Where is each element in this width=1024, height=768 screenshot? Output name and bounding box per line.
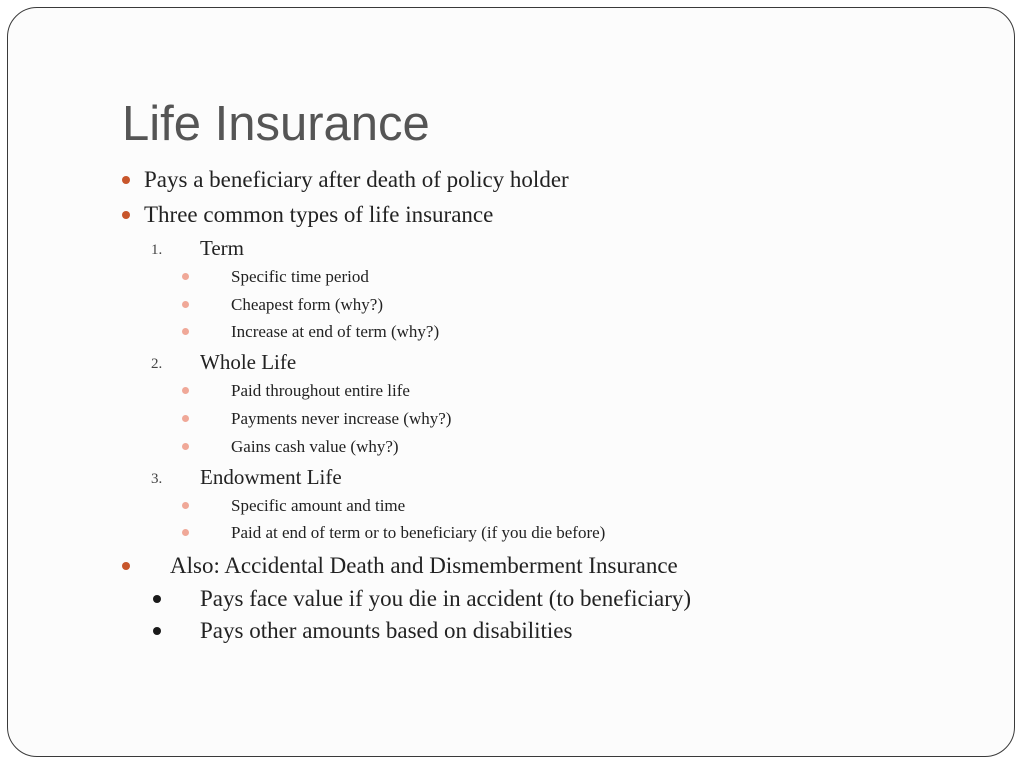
slide-title: Life Insurance — [122, 97, 430, 151]
list-item: Increase at end of term (why?) — [231, 322, 440, 341]
list-item: Cheapest form (why?) — [231, 295, 384, 314]
list-item: Pays face value if you die in accident (to beneficiary) — [200, 586, 692, 611]
slide-frame — [7, 7, 1015, 757]
list-item: Paid throughout entire life — [231, 381, 410, 400]
bullet-icon — [182, 301, 189, 308]
list-item: Gains cash value (why?) — [231, 437, 399, 456]
bullet-icon — [182, 273, 189, 280]
bullet-icon — [122, 211, 130, 219]
bullet-beneficiary: Pays a beneficiary after death of policy holder — [144, 167, 569, 192]
bullet-icon — [182, 387, 189, 394]
bullet-accidental-death: Also: Accidental Death and Dismemberment Insurance — [170, 553, 678, 578]
list-item: Specific time period — [231, 267, 369, 286]
bullet-icon — [182, 328, 189, 335]
bullet-icon — [182, 443, 189, 450]
bullet-icon — [153, 595, 161, 603]
bullet-icon — [182, 502, 189, 509]
list-item: Paid at end of term or to beneficiary (if you die before) — [231, 523, 606, 542]
list-item: Specific amount and time — [231, 496, 406, 515]
type-whole-life: Whole Life — [200, 350, 297, 374]
list-number: 1. — [151, 242, 163, 258]
type-endowment-life: Endowment Life — [200, 465, 342, 489]
list-number: 3. — [151, 471, 163, 487]
bullet-icon — [182, 529, 189, 536]
bullet-types: Three common types of life insurance — [144, 202, 494, 227]
bullet-icon — [122, 562, 130, 570]
list-item: Pays other amounts based on disabilities — [200, 618, 573, 643]
bullet-icon — [153, 627, 161, 635]
bullet-icon — [122, 176, 130, 184]
bullet-icon — [182, 415, 189, 422]
list-number: 2. — [151, 356, 163, 372]
list-item: Payments never increase (why?) — [231, 409, 452, 428]
type-term: Term — [200, 236, 245, 260]
